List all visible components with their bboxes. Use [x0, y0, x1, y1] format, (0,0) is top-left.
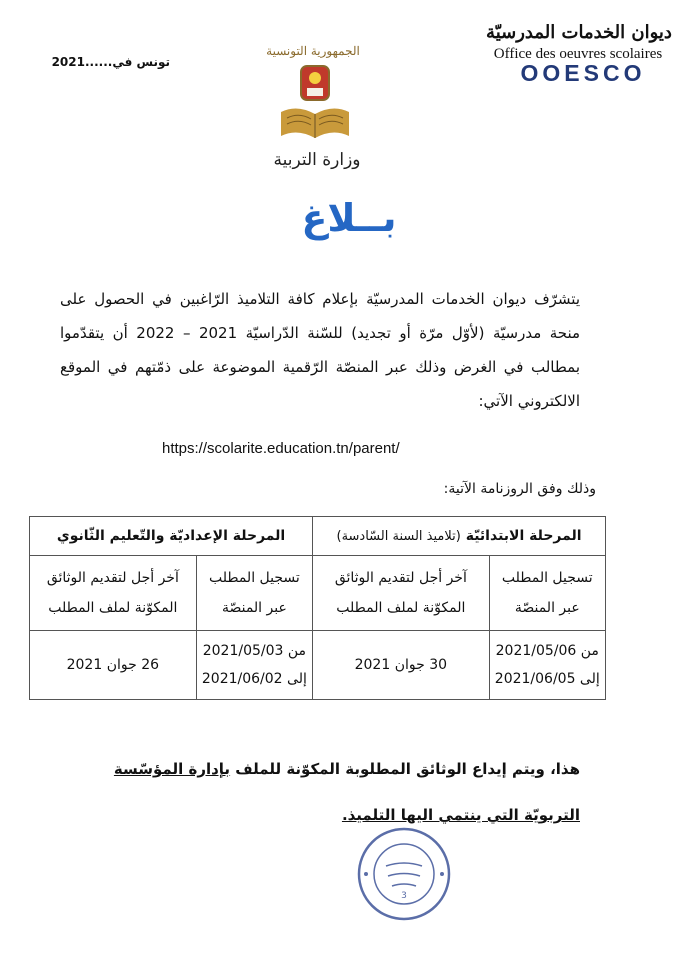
date-line: تونس في......2021 — [51, 55, 170, 69]
announcement-title: بــلاغ — [301, 196, 397, 240]
official-round-stamp-icon — [356, 826, 452, 922]
platform-url[interactable]: https://scolarite.education.tn/parent/ — [162, 440, 400, 457]
table-column-header: تسجيل المطلب عبر المنصّة — [196, 556, 312, 631]
ministry-book-emblem-icon — [277, 60, 353, 150]
table-cell: من 2021/05/03 إلى 2021/06/02 — [196, 631, 312, 700]
org-name-french: Office des oeuvres scolaires — [493, 46, 663, 62]
table-cell: 26 جوان 2021 — [30, 631, 197, 700]
table-column-header: تسجيل المطلب عبر المنصّة — [489, 556, 605, 631]
table-header-row — [30, 517, 606, 556]
republic-heading: الجمهورية التونسية — [266, 44, 360, 58]
ooesco-logo: OOESCO — [520, 60, 646, 86]
schedule-table — [29, 516, 606, 700]
table-subheader-row — [30, 556, 606, 631]
footer-note — [60, 746, 580, 838]
table-row — [30, 631, 606, 700]
table-cell: من 2021/05/06 إلى 2021/06/05 — [489, 631, 605, 700]
schedule-intro: وذلك وفق الروزنامة الآتية: — [443, 481, 596, 497]
primary-stage-title: المرحلة الابتدائيّة — [465, 528, 582, 544]
primary-stage-subtitle: (تلاميذ السنة السّادسة) — [336, 529, 461, 544]
secondary-stage-header — [30, 517, 313, 556]
table-column-header: آخر أجل لتقديم الوثائق المكوّنة لملف المطلب — [30, 556, 197, 631]
announcement-body: يتشرّف ديوان الخدمات المدرسيّة بإعلام كافة التلاميذ الرّاغبين في الحصول على منحة مدرسيّة (لأوّل مرّة أو تجديد) للسّنة الدّراسيّة 2021 – 2022 أن يتقدّموا بمطالب في الغرض وذلك عبر المنصّة الرّقمية الموضوعة على ذمّتهم في الموقع الالكتروني الآتي: — [60, 290, 581, 410]
org-name-arabic: ديوان الخدمات المدرسيّة — [486, 22, 672, 43]
footer-note-plain: هذا، ويتم إيداع الوثائق المطلوبة المكوّنة للملف — [230, 760, 580, 778]
primary-stage-header — [313, 517, 606, 556]
footer-note-underlined: بإدارة المؤسّسة التربويّة التي ينتمي اليها التلميذ. — [113, 760, 580, 824]
ministry-name: وزارة التربية — [273, 150, 361, 170]
table-column-header: آخر أجل لتقديم الوثائق المكوّنة لملف المطلب — [313, 556, 489, 631]
secondary-stage-title: المرحلة الإعداديّة والتّعليم الثّانوي — [56, 528, 286, 544]
table-cell: 30 جوان 2021 — [313, 631, 489, 700]
svg-text:3: 3 — [401, 891, 407, 901]
